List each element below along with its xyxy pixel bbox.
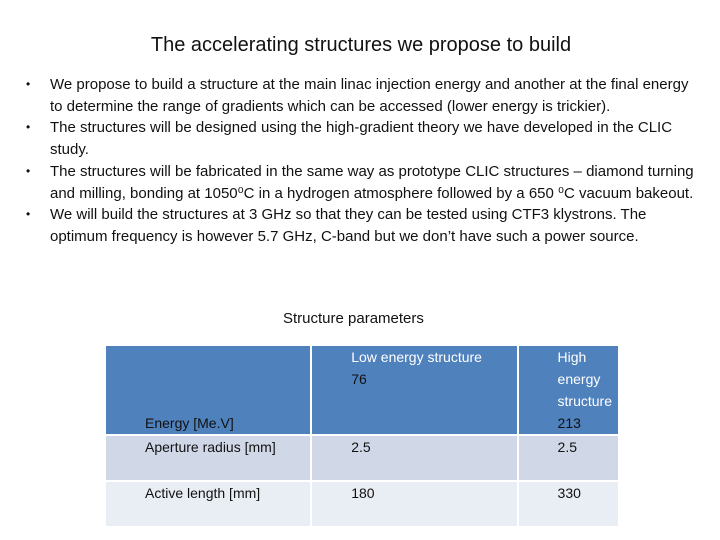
table-title: Structure parameters (283, 310, 424, 327)
cell-value: 213 (557, 415, 581, 431)
bullet-item (26, 74, 698, 117)
bullet-dot-icon: • (26, 163, 31, 178)
bullet-text: We propose to build a structure at the main linac injection energy and another at the final energy to determine the range of gradients which can be accessed (lower energy is trickier). (50, 76, 689, 115)
column-header-high: High energy structure (557, 349, 613, 409)
bullet-text: The structures will be designed using the high-gradient theory we have developed in the CLIC study. (50, 119, 673, 159)
row-label: Active length [mm] (105, 481, 311, 527)
bullet-text: The structures will be fabricated in the same way as prototype CLIC structures – diamond turning and milling, bonding at 1050⁰C in a hydrogen atmosphere followed by a 650 ⁰C vacuum bakeout. (50, 162, 694, 202)
slide-title: The accelerating structures we propose to build (150, 34, 572, 56)
bullet-dot-icon: • (26, 207, 31, 222)
cell-value: 76 (351, 371, 367, 387)
header-cell-low (311, 345, 517, 435)
bullet-text: We will build the structures at 3 GHz so that they can be tested using CTF3 klystrons. The optimum frequency is however 5.7 GHz, C-band but we don’t have such a power source. (50, 206, 647, 245)
table-row (105, 481, 619, 527)
bullet-item (26, 117, 698, 160)
bullet-dot-icon: • (26, 120, 31, 135)
row-label: Energy [Me.V] (145, 415, 234, 431)
structure-parameters-table (104, 344, 620, 528)
row-label: Aperture radius [mm] (105, 435, 311, 481)
cell-value: 2.5 (311, 435, 517, 481)
table-header-row (105, 345, 619, 435)
bullet-item (26, 161, 698, 204)
bullet-item (26, 204, 698, 247)
column-header-low: Low energy structure (351, 349, 482, 365)
cell-value: 2.5 (518, 435, 619, 481)
bullet-list (26, 74, 698, 248)
cell-value: 180 (311, 481, 517, 527)
cell-value: 330 (518, 481, 619, 527)
row-label-cell (105, 345, 311, 435)
table-row (105, 435, 619, 481)
bullet-dot-icon: • (26, 77, 31, 91)
header-cell-high (518, 345, 619, 435)
